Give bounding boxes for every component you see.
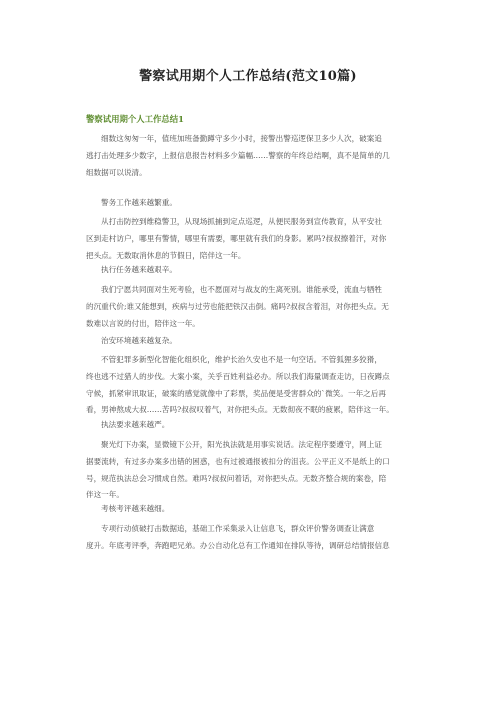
paragraph-heading: 执行任务越来越艰辛。 (101, 265, 177, 274)
text-line: 把头点。无数取消休息的节假日，陪伴这一年。 (86, 250, 246, 260)
paragraph-6 (86, 521, 416, 555)
text-line: 度升。年底考评季，奔跑吧兄弟。办公自动化总有工作通知在排队等待，调研总结情报信息 (86, 540, 390, 550)
text-line: 细数这匆匆一年，值班加班备勤蹲守多少小时，接警出警巡逻保卫多少人次，破案追 (101, 134, 382, 143)
paragraph-4 (86, 352, 416, 419)
document-title: 警察试用期个人工作总结(范文10篇) (139, 69, 357, 84)
text-line: 我们宁愿共同面对生死考验，也不愿面对与战友的生离死别。谁能承受，流血与牺牲 (101, 285, 382, 294)
section-subtitle: 警察试用期个人工作总结1 (86, 114, 184, 124)
text-line: 终也逃不过猎人的步伐。大案小案，关乎百姓利益必办。所以我们海量调查走访，日夜蹲点 (86, 371, 390, 381)
text-line: 专项行动侦破打击数据追，基础工作采集录入让信息飞，群众评价警务调查让满意 (101, 524, 375, 533)
paragraph-5 (86, 437, 416, 504)
text-line: 据要流转，有过多办案多出错的困惑，也有过被通报被扣分的沮丧。公平正义不是纸上的口 (86, 456, 390, 466)
text-line: 守候，抓紧审讯取证，破案的感觉就像中了彩票，奖品便是受害群众的`微笑。一年之后再 (86, 388, 386, 398)
text-line: 组数据可以说清。 (86, 167, 147, 177)
text-line: 不管犯罪多新型化智能化组织化，维护长治久安也不是一句空话。不管狐狸多狡猾， (101, 355, 382, 364)
paragraph-heading: 考核考评越来越细。 (101, 504, 170, 513)
paragraph-1 (86, 131, 416, 181)
paragraph-heading: 执法要求越来越严。 (101, 420, 170, 429)
text-line: 伴这一年。 (86, 490, 124, 500)
text-line: 数难以言说的付出，陪伴这一年。 (86, 318, 200, 328)
text-line: 聚光灯下办案，显微镜下公开，阳光执法就是用事实说话。法定程序要遵守，网上证 (101, 440, 382, 449)
text-line: 的沉重代价;谁又能想到，疾病与过劳也能把铁汉击倒。痛吗?叔叔含着泪，对你把头点。无 (86, 301, 389, 311)
text-line: 逃打击处理多少数字，上报信息报告材料多少篇幅……警察的年终总结啊，真不是简单的几 (86, 150, 390, 160)
text-line: 从打击防控到维稳警卫，从现场抓捕到定点巡逻，从便民服务到宣传教育，从平安社 (101, 217, 382, 226)
paragraph-2 (86, 214, 416, 264)
text-line: 区到走村访户，哪里有警情，哪里有需要，哪里就有我们的身影。累吗?叔叔擦着汗，对你 (86, 233, 387, 243)
paragraph-3 (86, 282, 416, 332)
text-line: 看，男神熬成大叔……苦吗?叔叔叹着气，对你把头点。无数彻夜不眠的疲累，陪伴这一年。 (86, 405, 394, 415)
paragraph-heading: 警务工作越来越繁重。 (101, 198, 177, 207)
text-line: 号，规范执法总会习惯成自然。难吗?叔叔问着话，对你把头点。无数齐整合规的案卷，陪 (86, 473, 387, 483)
paragraph-heading: 治安环境越来越复杂。 (101, 336, 177, 345)
